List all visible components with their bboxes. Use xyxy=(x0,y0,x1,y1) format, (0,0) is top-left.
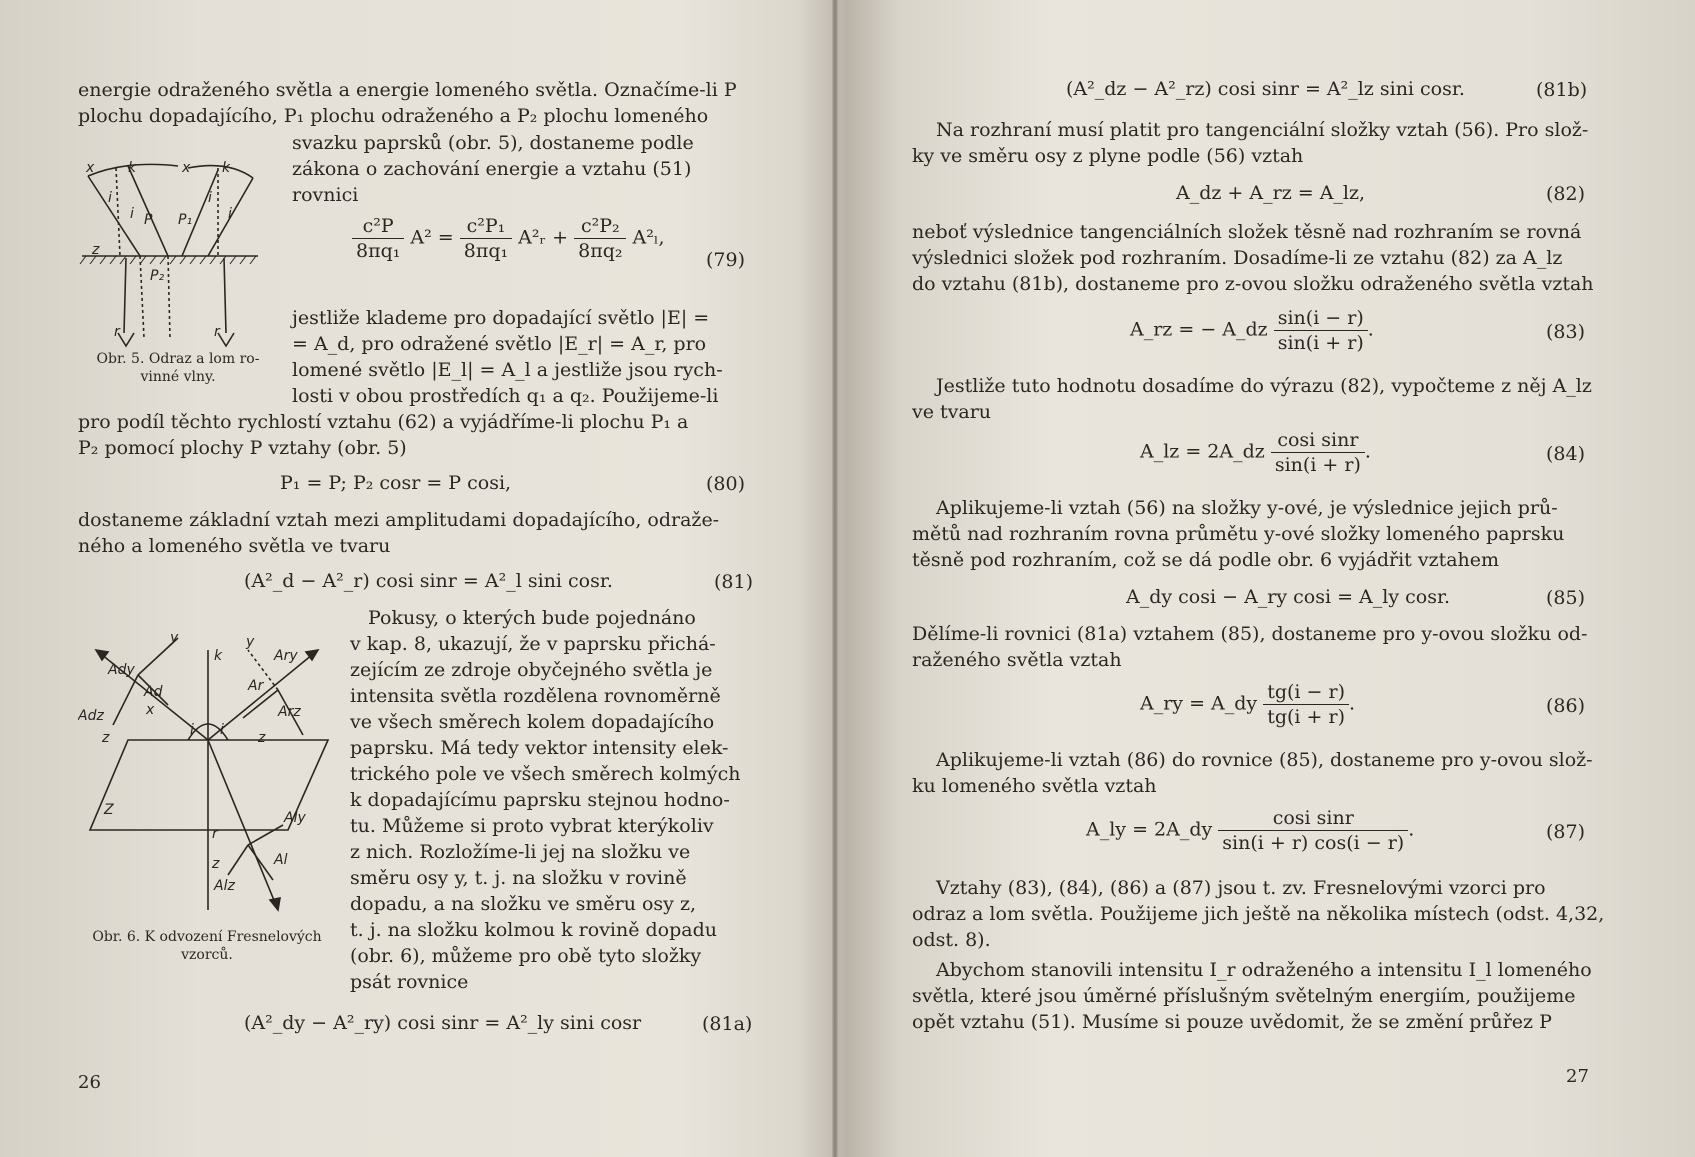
text-line: těsně pod rozhraním, což se dá podle obr. 6 vyjádřit vztahem xyxy=(912,549,1500,571)
equation-81a: (A²_dy − A²_ry) cosi sinr = A²_ly sini cosr xyxy=(244,1012,642,1034)
text-line: rovnici xyxy=(292,184,359,206)
text-line: ve všech směrech kolem dopadajícího xyxy=(350,711,715,733)
figure-label: z xyxy=(212,856,220,872)
equation-82: A_dz + A_rz = A_lz, xyxy=(1176,182,1366,204)
figure-label: P₁ xyxy=(178,212,193,228)
equation-number: (82) xyxy=(1546,183,1586,205)
fraction-denominator: 8πq₁ xyxy=(356,240,401,262)
equation-number: (85) xyxy=(1546,587,1586,609)
equation-83 xyxy=(1130,306,1374,355)
text-line: odraz a lom světla. Použijeme jich ještě na několika místech (odst. 4,32, xyxy=(912,903,1605,925)
text-line: jestliže klademe pro dopadající světlo |E| = xyxy=(292,307,710,329)
fraction-denominator: sin(i + r) cos(i − r) xyxy=(1222,832,1405,854)
figure-label: Alz xyxy=(214,878,235,894)
text-line: výslednici složek pod rozhraním. Dosadíme-li ze vztahu (82) za A_lz xyxy=(912,247,1563,269)
fraction-denominator: sin(i + r) xyxy=(1274,454,1361,476)
fraction-numerator: tg(i − r) xyxy=(1263,680,1349,705)
equation-81b: (A²_dz − A²_rz) cosi sinr = A²_lz sini cosr. xyxy=(1066,78,1465,100)
text-line: psát rovnice xyxy=(350,971,469,993)
text-line: = A_d, pro odražené světlo |E_r| = A_r, pro xyxy=(292,333,707,355)
equation-87 xyxy=(1086,806,1414,855)
figure-label: Z xyxy=(104,802,114,818)
caption-line: Obr. 5. Odraz a lom ro- xyxy=(96,351,260,367)
figure-label: Ad xyxy=(144,684,163,700)
text-line: raženého světla vztah xyxy=(912,649,1122,671)
figure-label: y xyxy=(170,630,179,646)
equation-86 xyxy=(1140,680,1355,729)
text-line: plochu dopadajícího, P₁ plochu odraženého a P₂ plochu lomeného xyxy=(78,105,709,127)
right-page xyxy=(840,0,1695,1157)
text-line: k dopadajícímu paprsku stejnou hodno- xyxy=(350,789,730,811)
text-line: t. j. na složku kolmou k rovině dopadu xyxy=(350,919,718,941)
text-line: (obr. 6), můžeme pro obě tyto složky xyxy=(350,945,702,967)
text-line: energie odraženého světla a energie lomeného světla. Označíme-li P xyxy=(78,79,737,101)
text-line: losti v obou prostředích q₁ a q₂. Použijeme-li xyxy=(292,385,719,407)
figure-label: Aly xyxy=(284,810,306,826)
text-line: zákona o zachování energie a vztahu (51) xyxy=(292,158,692,180)
figure-label: x xyxy=(182,160,191,176)
text-line: opět vztahu (51). Musíme si pouze uvědomit, že se změní průřez P xyxy=(912,1011,1552,1033)
text-line: Jestliže tuto hodnotu dosadíme do výrazu (82), vypočteme z něj A_lz xyxy=(936,375,1592,397)
figure-label: r xyxy=(214,324,220,340)
text-line: mětů nad rozhraním rovna průmětu y-ové složky lomeného paprsku xyxy=(912,523,1565,545)
equation-81: (A²_d − A²_r) cosi sinr = A²_l sini cosr. xyxy=(244,570,613,592)
text-line: Na rozhraní musí platit pro tangenciální složky vztah (56). Pro slož- xyxy=(936,119,1589,141)
text-line: ky ve směru osy z plyne podle (56) vztah xyxy=(912,145,1304,167)
figure-label: i xyxy=(108,190,112,206)
left-page xyxy=(0,0,830,1157)
text-line: ve tvaru xyxy=(912,401,992,423)
fraction-denominator: sin(i + r) xyxy=(1277,332,1364,354)
text-line: odst. 8). xyxy=(912,929,991,951)
figure-label: i xyxy=(190,722,194,738)
fraction-denominator: tg(i + r) xyxy=(1267,706,1345,728)
book-spine xyxy=(832,0,838,1157)
equation-term: . xyxy=(1364,440,1371,463)
figure-label: r xyxy=(212,826,218,842)
text-line: Dělíme-li rovnici (81a) vztahem (85), dostaneme pro y-ovou složku od- xyxy=(912,623,1588,645)
text-line: dostaneme základní vztah mezi amplitudami dopadajícího, odraže- xyxy=(78,509,720,531)
equation-term: A_rz = − A_dz xyxy=(1130,318,1268,341)
figure-6-caption xyxy=(72,928,342,964)
text-line: neboť výslednice tangenciálních složek těsně nad rozhraním se rovná xyxy=(912,221,1582,243)
figure-label: Al xyxy=(274,852,288,868)
equation-term: A²ₗ, xyxy=(632,226,665,249)
figure-label: i xyxy=(208,190,212,206)
caption-line: vzorců. xyxy=(181,947,233,963)
equation-term: A² = xyxy=(410,226,454,249)
fraction-numerator: c²P₂ xyxy=(574,214,626,239)
equation-term: . xyxy=(1348,692,1356,715)
equation-number: (81) xyxy=(714,571,754,593)
page-number: 26 xyxy=(78,1072,101,1093)
fraction-numerator: cosi sinr xyxy=(1218,806,1408,831)
equation-number: (84) xyxy=(1546,443,1586,465)
equation-85: A_dy cosi − A_ry cosi = A_ly cosr. xyxy=(1126,586,1450,608)
figure-label: i xyxy=(228,206,232,222)
text-line: lomené světlo |E_l| = A_l a jestliže jsou rych- xyxy=(292,359,723,381)
equation-number: (87) xyxy=(1546,821,1586,843)
text-line: světla, které jsou úměrné příslušným světelným energiím, použijeme xyxy=(912,985,1576,1007)
figure-label: Adz xyxy=(78,708,104,724)
text-line: svazku paprsků (obr. 5), dostaneme podle xyxy=(292,132,694,154)
caption-line: Obr. 6. K odvození Fresnelových xyxy=(92,929,322,945)
figure-6-fresnel-derivation xyxy=(78,630,340,920)
figure-label: z xyxy=(102,730,110,746)
figure-label: z xyxy=(258,730,266,746)
text-line: P₂ pomocí plochy P vztahy (obr. 5) xyxy=(78,437,407,459)
text-line: v kap. 8, ukazují, že v paprsku přichá- xyxy=(350,633,716,655)
equation-term: A_ly = 2A_dy xyxy=(1086,818,1213,841)
equation-term: . xyxy=(1367,318,1374,341)
text-line: paprsku. Má tedy vektor intensity elek- xyxy=(350,737,729,759)
equation-84 xyxy=(1140,428,1371,477)
figure-label: Ady xyxy=(108,662,135,678)
figure-label: r xyxy=(114,324,120,340)
equation-80: P₁ = P; P₂ cosr = P cosi, xyxy=(280,472,512,494)
figure-label: k xyxy=(222,160,231,176)
fraction-denominator: 8πq₁ xyxy=(463,240,509,262)
text-line: intensita světla rozdělena rovnoměrně xyxy=(350,685,721,707)
text-line: ku lomeného světla vztah xyxy=(912,775,1157,797)
equation-79 xyxy=(352,214,665,263)
equation-term: A_lz = 2A_dz xyxy=(1140,440,1265,463)
figure-label: x xyxy=(86,160,95,176)
fraction-numerator: cosi sinr xyxy=(1271,428,1365,453)
text-line: tu. Můžeme si proto vybrat kterýkoliv xyxy=(350,815,714,837)
figure-label: y xyxy=(246,634,255,650)
equation-term: . xyxy=(1408,818,1415,841)
text-line: Aplikujeme-li vztah (56) na složky y-ové, je výslednice jejich prů- xyxy=(936,497,1558,519)
equation-number: (81b) xyxy=(1536,79,1588,101)
text-line: Aplikujeme-li vztah (86) do rovnice (85), dostaneme pro y-ovou slož- xyxy=(936,749,1593,771)
figure-label: k xyxy=(128,160,137,176)
text-line: trického pole ve všech směrech kolmých xyxy=(350,763,741,785)
figure-label: x xyxy=(146,702,155,718)
text-line: zejícím ze zdroje obyčejného světla je xyxy=(350,659,713,681)
figure-label: i xyxy=(130,206,134,222)
figure-label: k xyxy=(214,648,223,664)
text-line: Abychom stanovili intensitu I_r odraženého a intensitu I_l lomeného xyxy=(936,959,1592,981)
equation-term: A_ry = A_dy xyxy=(1140,692,1258,715)
text-line: dopadu, a na složku ve směru osy z, xyxy=(350,893,697,915)
fraction-numerator: c²P₁ xyxy=(460,214,512,239)
equation-number: (83) xyxy=(1546,321,1586,343)
figure-label: P₂ xyxy=(150,268,165,284)
figure-label: P xyxy=(144,212,153,228)
figure-5-caption xyxy=(72,350,284,386)
equation-number: (79) xyxy=(706,249,746,271)
text-line: pro podíl těchto rychlostí vztahu (62) a vyjádříme-li plochu P₁ a xyxy=(78,411,689,433)
text-line: ného a lomeného světla ve tvaru xyxy=(78,535,391,557)
figure-label: Ar xyxy=(248,678,264,694)
fraction-denominator: 8πq₂ xyxy=(578,240,623,262)
text-line: Vztahy (83), (84), (86) a (87) jsou t. zv. Fresnelovými vzorci pro xyxy=(936,877,1546,899)
text-line: směru osy y, t. j. na složku v rovině xyxy=(350,867,687,889)
caption-line: vinné vlny. xyxy=(140,369,216,385)
text-line: Pokusy, o kterých bude pojednáno xyxy=(368,607,696,629)
fraction-numerator: c²P xyxy=(352,214,404,239)
figure-label: Ary xyxy=(274,648,298,664)
page-number: 27 xyxy=(1566,1066,1589,1087)
figure-5-reflection-refraction xyxy=(78,158,283,348)
text-line: do vztahu (81b), dostaneme pro z-ovou složku odraženého světla vztah xyxy=(912,273,1594,295)
figure-label: Arz xyxy=(278,704,301,720)
figure-label: z xyxy=(92,242,100,258)
equation-number: (86) xyxy=(1546,695,1586,717)
fraction-numerator: sin(i − r) xyxy=(1274,306,1368,331)
equation-number: (80) xyxy=(706,473,746,495)
equation-term: A²ᵣ + xyxy=(518,226,569,249)
text-line: z nich. Rozložíme-li jej na složku ve xyxy=(350,841,691,863)
equation-number: (81a) xyxy=(702,1013,753,1035)
figure-label: i xyxy=(220,722,224,738)
